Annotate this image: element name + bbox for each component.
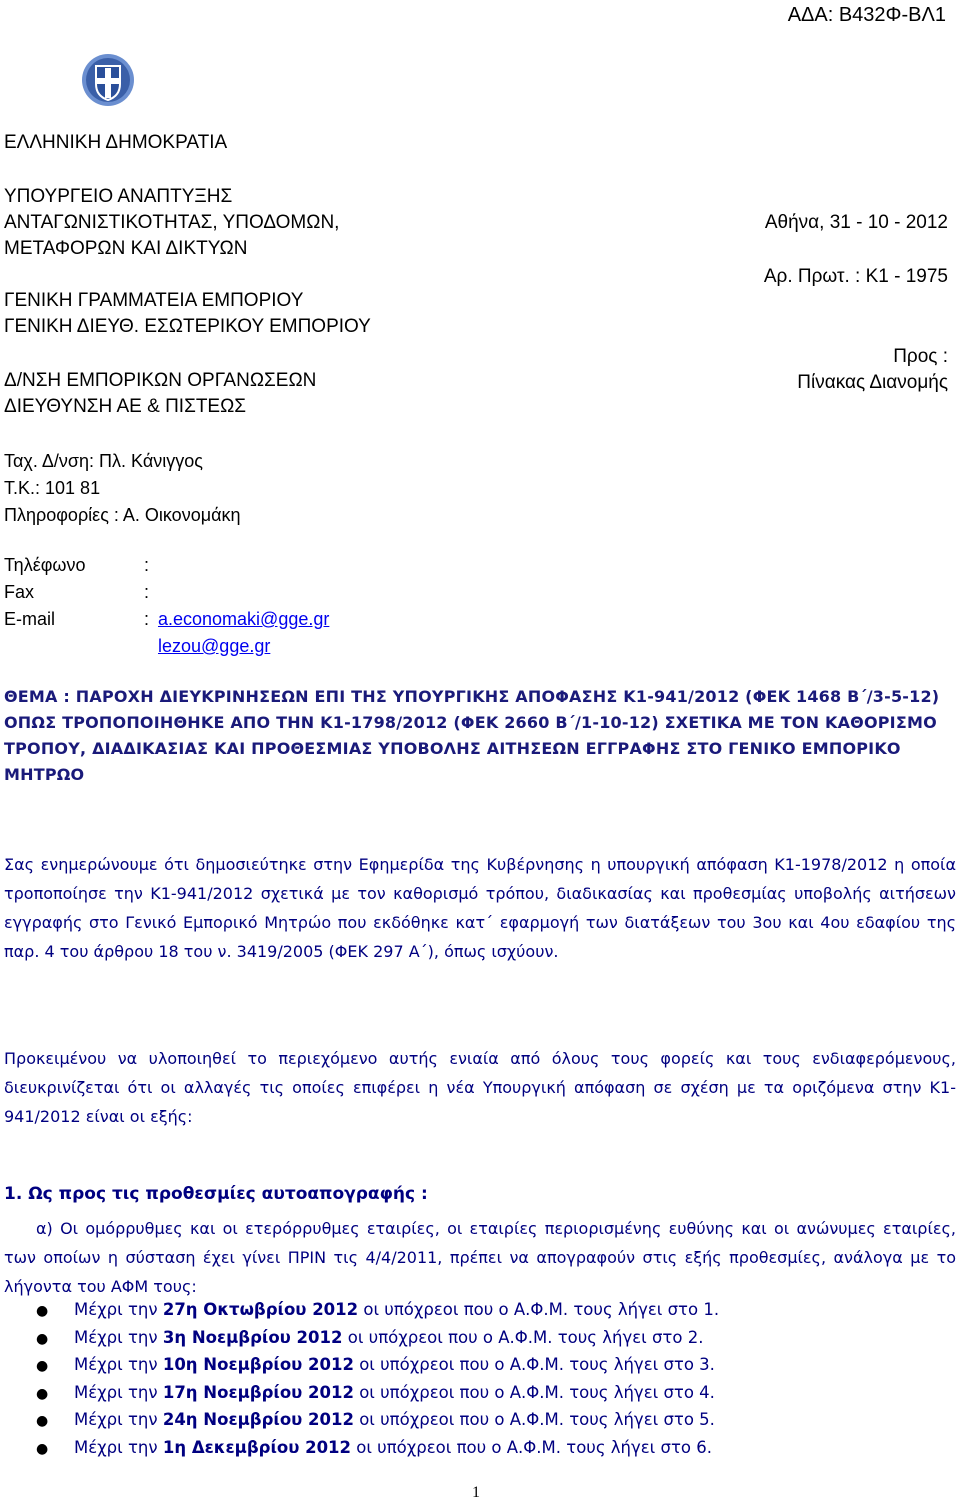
page-number: 1 — [472, 1484, 480, 1501]
fax-colon: : — [144, 582, 150, 602]
phone-colon: : — [144, 555, 150, 575]
deadline-list — [36, 1296, 719, 1461]
email-label: E-mail — [4, 609, 56, 629]
recipient-value: Πίνακας Διανομής — [797, 372, 948, 393]
header-ministry-1: ΥΠΟΥΡΓΕΙΟ ΑΝΑΠΤΥΞΗΣ — [4, 186, 233, 207]
bullet-icon: ● — [36, 1385, 49, 1402]
contact-address: Ταχ. Δ/νση: Πλ. Κάνιγγος — [4, 451, 203, 471]
recipient-label: Προς : — [893, 346, 948, 367]
fax-label: Fax — [4, 582, 35, 602]
contact-postcode: Τ.Κ.: 101 81 — [4, 478, 101, 498]
section-1-title: 1. Ως προς τις προθεσμίες αυτοαπογραφής : — [4, 1184, 428, 1204]
greek-emblem-icon — [80, 52, 136, 108]
bullet-icon: ● — [36, 1358, 49, 1374]
paragraph-clarification: Προκειμένου να υλοποιηθεί το περιεχόμενο αυτής ενιαία από όλους τους φορείς και τους ενδιαφερόμενους, διευκρινίζεται ότι οι αλλαγές τις οποίες επιφέρει η νέα Υπουργική απόφαση σε σχέση με τα οριζόμενα στην Κ1-941/2012 είναι οι εξής: — [4, 1049, 956, 1126]
paragraph-intro: Σας ενημερώνουμε ότι δημοσιεύτηκε στην Εφημερίδα της Κυβέρνησης η υπουργική απόφαση Κ1-1978/2012 η οποία τροποποίησε την Κ1-941/2012 σχετικά με τον καθορισμό τρόπου, διαδικασίας και προθεσμίας υποβολής αιτήσεων εγγραφής στο Γενικό Εμπορικό Μητρώο που εκδόθηκε κατ΄ εφαρμογή των διατάξεων του 3ου και 4ου εδαφίου της παρ. 4 του άρθρου 18 του ν. 3419/2005 (ΦΕΚ 297 Α΄), όπως ισχύουν. — [4, 855, 956, 961]
email-colon: : — [144, 609, 150, 629]
list-item: ● Μέχρι την 27η Οκτωβρίου 2012 οι υπόχρεοι που ο Α.Φ.Μ. τους λήγει στο 1. — [36, 1296, 719, 1324]
protocol-number: Αρ. Πρωτ. : Κ1 - 1975 — [763, 266, 948, 287]
bullet-icon: ● — [36, 1303, 49, 1319]
list-item: ● Μέχρι την 17η Νοεμβρίου 2012 οι υπόχρεοι που ο Α.Φ.Μ. τους λήγει στο 4. — [36, 1379, 719, 1407]
list-item: ● Μέχρι την 1η Δεκεμβρίου 2012 οι υπόχρεοι που ο Α.Φ.Μ. τους λήγει στο 6. — [36, 1434, 719, 1462]
header-country: ΕΛΛΗΝΙΚΗ ΔΗΜΟΚΡΑΤΙΑ — [4, 132, 228, 153]
list-item: ● Μέχρι την 10η Νοεμβρίου 2012 οι υπόχρεοι που ο Α.Φ.Μ. τους λήγει στο 3. — [36, 1351, 719, 1379]
email-link-2[interactable]: lezou@gge.gr — [158, 636, 271, 656]
header-secretariat: ΓΕΝΙΚΗ ΓΡΑΜΜΑΤΕΙΑ ΕΜΠΟΡΙΟΥ — [4, 290, 304, 311]
section-1-intro: α) Οι ομόρρυθμες και οι ετερόρρυθμες εταιρίες, οι εταιρίες περιορισμένης ευθύνης και οι ανώνυμες εταιρίες, των οποίων η σύσταση έχει γίνει ΠΡΙΝ τις 4/4/2011, πρέπει να απογραφούν στις εξής προθεσμίες, ανάλογα με το λήγοντα του ΑΦΜ τους: — [4, 1219, 956, 1296]
header-department: ΔΙΕΥΘΥΝΣΗ ΑΕ & ΠΙΣΤΕΩΣ — [4, 396, 247, 417]
phone-label: Τηλέφωνο — [4, 555, 86, 575]
list-item: ● Μέχρι την 3η Νοεμβρίου 2012 οι υπόχρεοι που ο Α.Φ.Μ. τους λήγει στο 2. — [36, 1324, 719, 1352]
header-ministry-2: ΑΝΤΑΓΩΝΙΣΤΙΚΟΤΗΤΑΣ, ΥΠΟΔΟΜΩΝ, — [4, 212, 340, 233]
document-date: Αθήνα, 31 - 10 - 2012 — [764, 212, 948, 233]
bullet-icon: ● — [36, 1440, 49, 1457]
contact-info: Πληροφορίες : Α. Οικονομάκη — [4, 505, 241, 525]
list-item: ● Μέχρι την 24η Νοεμβρίου 2012 οι υπόχρεοι που ο Α.Φ.Μ. τους λήγει στο 5. — [36, 1406, 719, 1434]
email-link-1[interactable]: a.economaki@gge.gr — [158, 609, 330, 629]
header-division: Δ/ΝΣΗ ΕΜΠΟΡΙΚΩΝ ΟΡΓΑΝΩΣΕΩΝ — [4, 370, 317, 391]
subject-heading: ΘΕΜΑ : ΠΑΡΟΧΗ ΔΙΕΥΚΡΙΝΗΣΕΩΝ ΕΠΙ ΤΗΣ ΥΠΟΥΡΓΙΚΗΣ ΑΠΟΦΑΣΗΣ Κ1-941/2012 (ΦΕΚ 1468 Β΄/3-5-12) ΟΠΩΣ ΤΡΟΠΟΠΟΙΗΘΗΚΕ ΑΠΟ ΤΗΝ Κ1-1798/2012 (ΦΕΚ 2660 Β΄/1-10-12) ΣΧΕΤΙΚΑ ΜΕ ΤΟΝ ΚΑΘΟΡΙΣΜΟ ΤΡΟΠΟΥ, ΔΙΑΔΙΚΑΣΙΑΣ ΚΑΙ ΠΡΟΘΕΣΜΙΑΣ ΥΠΟΒΟΛΗΣ ΑΙΤΗΣΕΩΝ ΕΓΓΡΑΦΗΣ ΣΤΟ ΓΕΝΙΚΟ ΕΜΠΟΡΙΚΟ ΜΗΤΡΩΟ — [4, 687, 940, 784]
header-directorate-general: ΓΕΝΙΚΗ ΔΙΕΥΘ. ΕΣΩΤΕΡΙΚΟΥ ΕΜΠΟΡΙΟΥ — [4, 316, 371, 337]
bullet-icon: ● — [36, 1330, 49, 1347]
header-ministry-3: ΜΕΤΑΦΟΡΩΝ ΚΑΙ ΔΙΚΤΥΩΝ — [4, 238, 248, 259]
bullet-icon: ● — [36, 1413, 49, 1429]
ada-code: ΑΔΑ: Β432Φ-ΒΛ1 — [787, 4, 946, 26]
